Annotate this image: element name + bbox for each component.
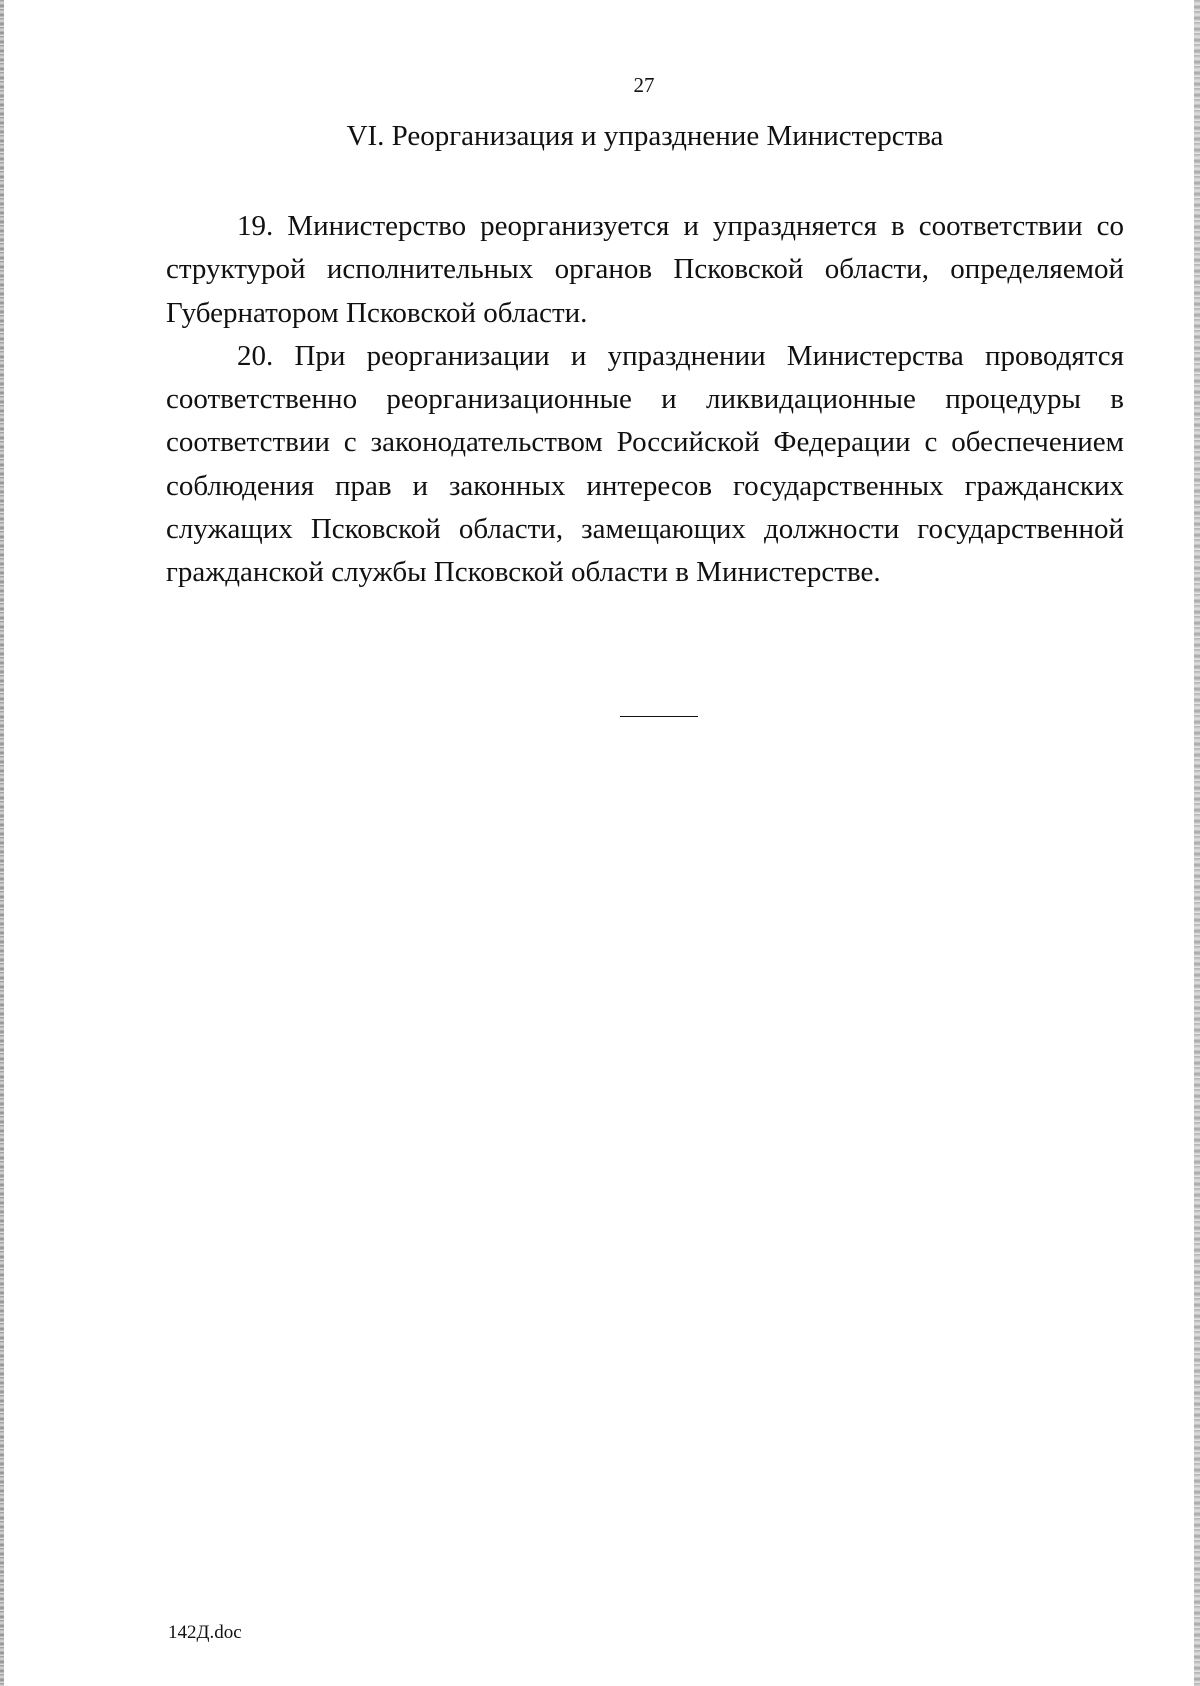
end-separator-line [620,716,698,717]
page-number: 27 [633,73,655,97]
paragraph-20: 20. При реорганизации и упразднении Министерства проводятся соответственно реорганизационные и ликвидационные процедуры в соответствии с законодательством Российской Федерации с обеспечением соблюдения прав и законных интересов государственных гражданских служащих Псковской области, замещающих должности государственной гражданской службы Псковской области в Министерстве. [166,339,1124,589]
scan-edge-left [0,0,4,1686]
paragraph-19: 19. Министерство реорганизуется и упраздняется в соответствии со структурой исполнительных органов Псковской области, определяемой Губернатором Псковской области. [166,210,1124,329]
body-text [166,205,1124,595]
scan-edge-right [1194,0,1200,1686]
footer-filename: 142Д.doc [168,1622,242,1643]
section-heading: VI. Реорганизация и упразднение Министерства [346,120,944,152]
